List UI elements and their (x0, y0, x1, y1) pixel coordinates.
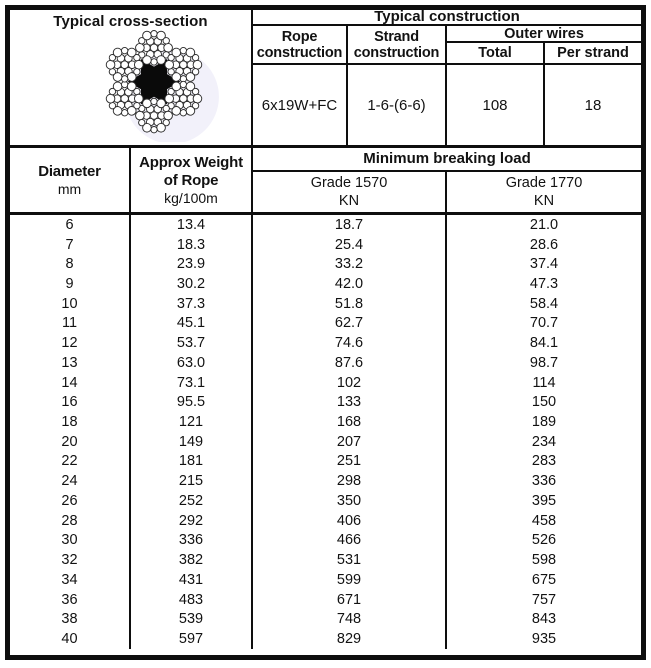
table-cell: 28.6 (529, 236, 559, 253)
table-cell: 13 (10, 353, 131, 373)
table-cell: 150 (531, 394, 557, 411)
grade-1570-unit: KN (338, 193, 360, 209)
table-cell: 283 (531, 453, 557, 470)
table-cell: 40 (10, 629, 131, 649)
grade-1770-header (447, 172, 641, 212)
total-header: Total (447, 43, 545, 63)
table-row (10, 274, 641, 294)
table-cell: 829 (253, 629, 447, 649)
table-cell: 45.1 (131, 314, 253, 334)
table-cell: 16 (10, 392, 131, 412)
table-cell: 30 (10, 531, 131, 551)
table-cell: 935 (531, 630, 557, 647)
table-row (10, 353, 641, 373)
table-cell: 53.7 (131, 333, 253, 353)
rope-construction-value: 6x19W+FC (253, 65, 348, 145)
table-cell: 597 (131, 629, 253, 649)
table-row (10, 235, 641, 255)
table-cell: 63.0 (131, 353, 253, 373)
grade-subheaders (253, 172, 641, 212)
table-cell: 181 (131, 452, 253, 472)
table-cell: 32 (10, 550, 131, 570)
table-cell: 62.7 (253, 314, 447, 334)
table-cell: 13.4 (131, 215, 253, 235)
table-cell: 843 (531, 611, 557, 628)
table-cell: 95.5 (131, 392, 253, 412)
table-cell: 30.2 (131, 274, 253, 294)
table-cell: 25.4 (253, 235, 447, 255)
table-cell: 87.6 (253, 353, 447, 373)
outer-wires-group (447, 26, 641, 63)
table-cell: 298 (253, 471, 447, 491)
table-cell: 114 (532, 374, 556, 391)
table-cell: 168 (253, 412, 447, 432)
grade-1770-label: Grade 1770 (505, 175, 583, 191)
cross-section-title: Typical cross-section (53, 13, 208, 30)
table-cell: 382 (131, 550, 253, 570)
table-row (10, 412, 641, 432)
cross-section-cell (10, 10, 253, 145)
table-row (10, 254, 641, 274)
table-cell: 336 (531, 473, 557, 490)
top-section (10, 10, 641, 148)
table-cell: 23.9 (131, 254, 253, 274)
wire-rope-spec-table (5, 5, 646, 660)
table-row (10, 491, 641, 511)
table-cell: 33.2 (253, 254, 447, 274)
rope-construction-header: Rope construction (253, 26, 348, 63)
table-cell: 42.0 (253, 274, 447, 294)
table-cell: 37.4 (529, 256, 559, 273)
table-cell: 28 (10, 511, 131, 531)
outer-wires-per-strand-value: 18 (584, 96, 602, 114)
table-cell: 234 (531, 433, 557, 450)
outer-wires-header: Outer wires (447, 26, 641, 43)
main-table-header (10, 148, 641, 215)
table-row (10, 452, 641, 472)
grade-1770-unit: KN (533, 193, 555, 209)
table-cell: 252 (131, 491, 253, 511)
table-cell: 406 (253, 511, 447, 531)
table-cell: 58.4 (529, 295, 559, 312)
outer-wires-total-value: 108 (447, 65, 545, 145)
table-cell: 26 (10, 491, 131, 511)
strand-construction-value: 1-6-(6-6) (348, 65, 447, 145)
table-cell: 20 (10, 432, 131, 452)
table-cell: 483 (131, 590, 253, 610)
table-row (10, 432, 641, 452)
table-row (10, 333, 641, 353)
table-cell: 395 (531, 492, 557, 509)
weight-column-header (131, 148, 253, 212)
weight-subtitle: of Rope (163, 171, 219, 189)
table-cell: 18 (10, 412, 131, 432)
table-cell: 14 (10, 373, 131, 393)
table-cell: 84.1 (529, 335, 559, 352)
table-row (10, 511, 641, 531)
table-cell: 526 (531, 532, 557, 549)
table-cell: 98.7 (529, 354, 559, 371)
table-row (10, 609, 641, 629)
table-cell: 73.1 (131, 373, 253, 393)
table-cell: 598 (531, 552, 557, 569)
table-cell: 10 (10, 294, 131, 314)
table-cell: 675 (531, 571, 557, 588)
breaking-load-header-group (253, 148, 641, 212)
diameter-title: Diameter (38, 162, 101, 180)
table-cell: 292 (131, 511, 253, 531)
table-cell: 102 (253, 373, 447, 393)
breaking-load-title: Minimum breaking load (253, 148, 641, 172)
table-cell: 215 (131, 471, 253, 491)
construction-title: Typical construction (253, 10, 641, 26)
table-cell: 36 (10, 590, 131, 610)
table-cell: 47.3 (529, 276, 559, 293)
grade-1570-label: Grade 1570 (310, 175, 388, 191)
table-cell: 21.0 (529, 216, 559, 233)
table-cell: 350 (253, 491, 447, 511)
table-cell: 8 (10, 254, 131, 274)
table-row (10, 373, 641, 393)
table-cell: 133 (253, 392, 447, 412)
grade-1570-header (253, 172, 447, 212)
table-row (10, 629, 641, 649)
diameter-unit: mm (57, 180, 82, 197)
table-cell: 34 (10, 570, 131, 590)
table-cell: 748 (253, 609, 447, 629)
table-cell: 121 (131, 412, 253, 432)
table-cell: 37.3 (131, 294, 253, 314)
table-cell: 466 (253, 531, 447, 551)
table-cell: 458 (531, 512, 557, 529)
table-row (10, 531, 641, 551)
construction-header-row (253, 26, 641, 65)
table-cell: 12 (10, 333, 131, 353)
strand-construction-header: Strand construction (348, 26, 447, 63)
table-cell: 18.3 (131, 235, 253, 255)
table-row (10, 294, 641, 314)
table-row (10, 471, 641, 491)
table-row (10, 590, 641, 610)
table-row (10, 392, 641, 412)
table-cell: 7 (10, 235, 131, 255)
table-cell: 6 (10, 215, 131, 235)
table-row (10, 314, 641, 334)
weight-unit: kg/100m (164, 189, 218, 206)
table-cell: 336 (131, 531, 253, 551)
table-cell: 24 (10, 471, 131, 491)
table-cell: 207 (253, 432, 447, 452)
table-cell: 757 (531, 591, 557, 608)
construction-section (253, 10, 641, 145)
table-cell: 70.7 (529, 315, 559, 332)
table-cell: 22 (10, 452, 131, 472)
rope-cross-section-image (74, 27, 234, 142)
table-cell: 9 (10, 274, 131, 294)
table-cell: 51.8 (253, 294, 447, 314)
table-cell: 149 (131, 432, 253, 452)
table-cell: 431 (131, 570, 253, 590)
table-cell: 11 (10, 314, 131, 334)
table-cell: 599 (253, 570, 447, 590)
table-cell: 189 (531, 414, 557, 431)
table-cell: 38 (10, 609, 131, 629)
table-cell: 251 (253, 452, 447, 472)
outer-wires-subheaders (447, 43, 641, 63)
diameter-column-header (10, 148, 131, 212)
table-cell: 671 (253, 590, 447, 610)
weight-title: Approx Weight (139, 153, 243, 171)
table-row (10, 215, 641, 235)
table-cell: 539 (131, 609, 253, 629)
breaking-load-table-body (10, 215, 641, 649)
table-cell: 74.6 (253, 333, 447, 353)
table-row (10, 570, 641, 590)
table-row (10, 550, 641, 570)
table-cell: 531 (253, 550, 447, 570)
construction-values-row (253, 65, 641, 145)
table-cell: 18.7 (253, 215, 447, 235)
per-strand-header: Per strand (557, 45, 629, 61)
